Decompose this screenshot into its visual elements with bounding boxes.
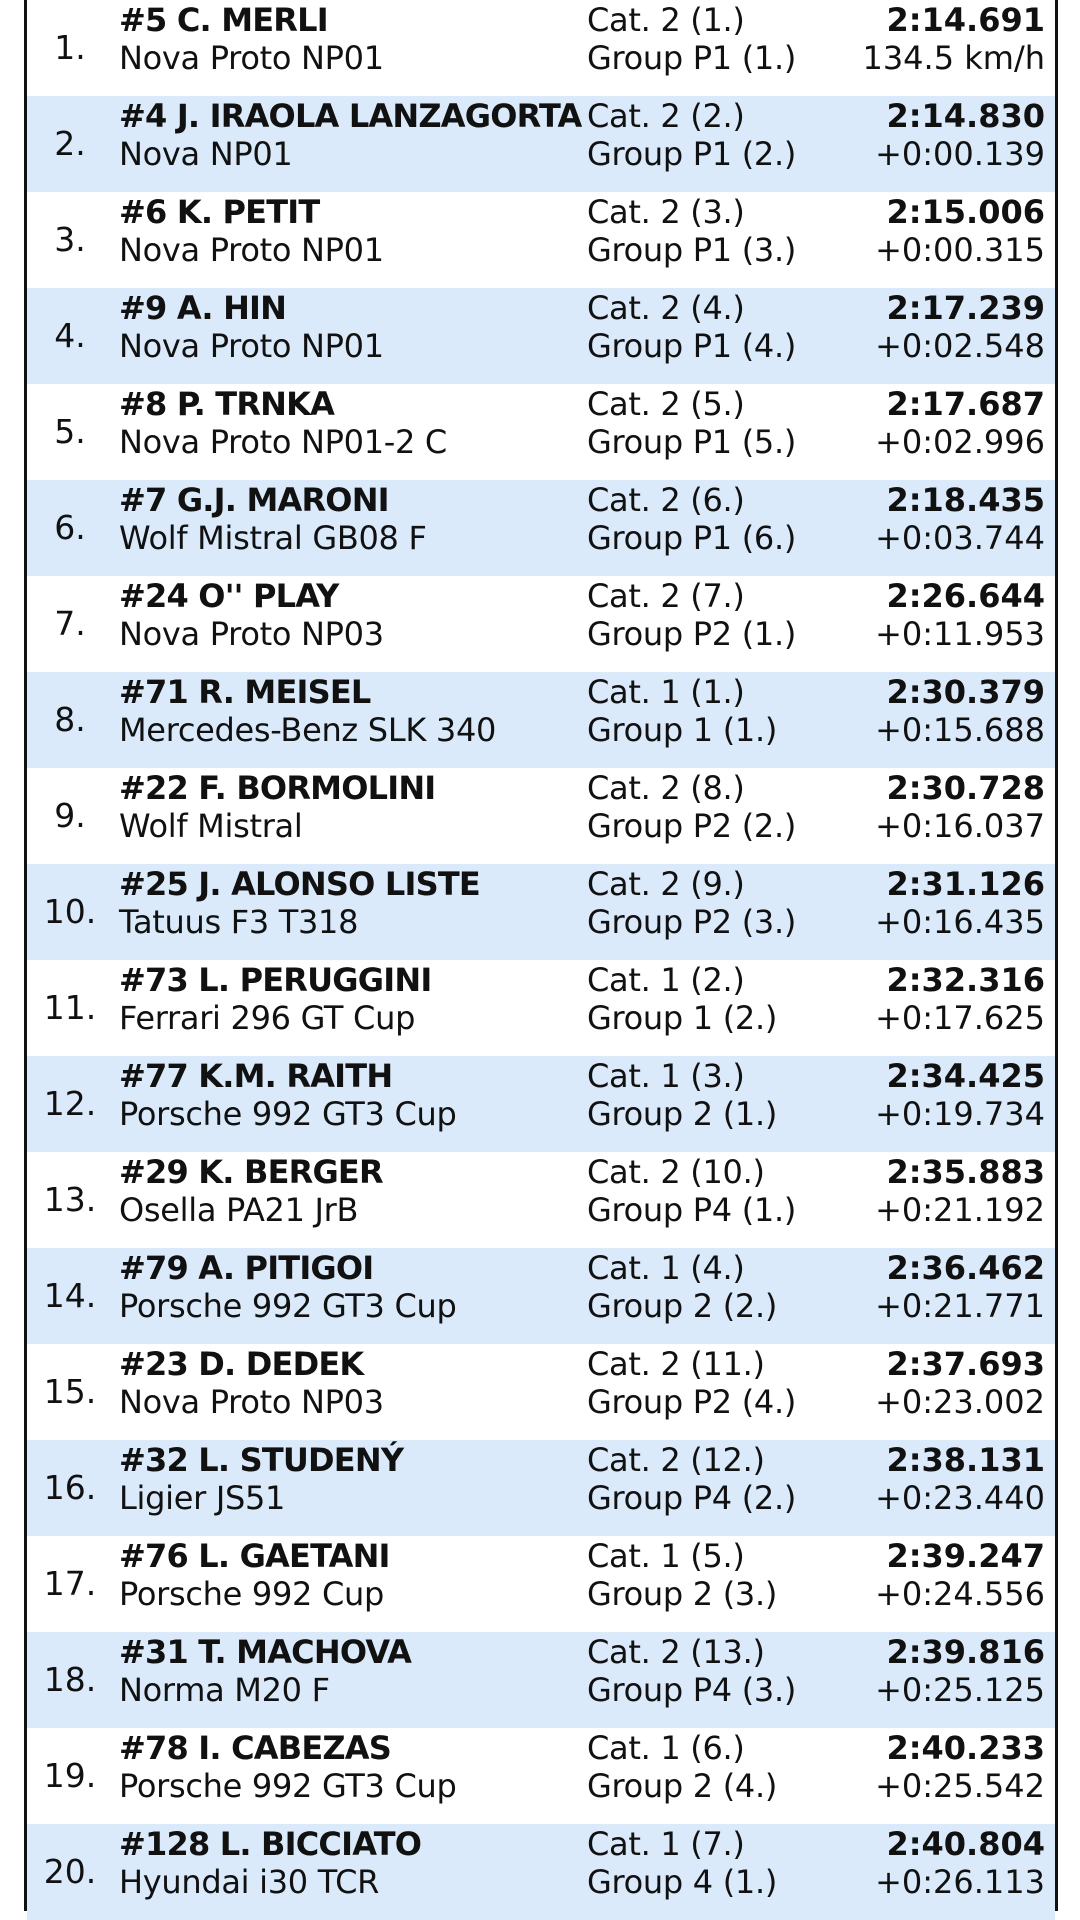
time-gap: +0:21.192 [875, 1191, 1045, 1229]
result-row [27, 1056, 1055, 1152]
result-row [27, 1728, 1055, 1824]
lap-time: 2:26.644 [886, 577, 1045, 615]
category-rank: Cat. 2 (9.) [587, 865, 745, 903]
group-rank: Group 2 (4.) [587, 1767, 778, 1805]
category-rank: Cat. 1 (1.) [587, 673, 745, 711]
result-row [27, 1440, 1055, 1536]
driver-name: #25 J. ALONSO LISTE [119, 865, 480, 903]
time-gap: +0:11.953 [875, 615, 1045, 653]
result-row [27, 192, 1055, 288]
time-gap: +0:16.037 [875, 807, 1045, 845]
car-model: Porsche 992 GT3 Cup [119, 1095, 457, 1133]
group-rank: Group 1 (2.) [587, 999, 778, 1037]
category-rank: Cat. 1 (3.) [587, 1057, 745, 1095]
lap-time: 2:31.126 [886, 865, 1045, 903]
lap-time: 2:39.247 [886, 1537, 1045, 1575]
lap-time: 2:30.379 [886, 673, 1045, 711]
category-rank: Cat. 2 (10.) [587, 1153, 765, 1191]
driver-name: #71 R. MEISEL [119, 673, 371, 711]
group-rank: Group 1 (1.) [587, 711, 778, 749]
category-rank: Cat. 2 (8.) [587, 769, 745, 807]
car-model: Porsche 992 Cup [119, 1575, 384, 1613]
position-number: 13. [43, 1180, 97, 1219]
result-row [27, 288, 1055, 384]
driver-name: #79 A. PITIGOI [119, 1249, 374, 1287]
category-rank: Cat. 2 (6.) [587, 481, 745, 519]
driver-name: #4 J. IRAOLA LANZAGORTA [119, 97, 582, 135]
lap-time: 2:18.435 [886, 481, 1045, 519]
group-rank: Group P1 (1.) [587, 39, 797, 77]
car-model: Nova Proto NP01 [119, 327, 384, 365]
driver-name: #23 D. DEDEK [119, 1345, 364, 1383]
results-table [24, 0, 1058, 1911]
time-gap: +0:02.996 [875, 423, 1045, 461]
lap-time: 2:14.691 [886, 1, 1045, 39]
group-rank: Group P2 (1.) [587, 615, 797, 653]
result-row [27, 864, 1055, 960]
car-model: Ligier JS51 [119, 1479, 286, 1517]
result-row [27, 672, 1055, 768]
lap-time: 2:17.687 [886, 385, 1045, 423]
time-gap: +0:23.440 [875, 1479, 1045, 1517]
group-rank: Group 2 (1.) [587, 1095, 778, 1133]
time-gap: +0:19.734 [875, 1095, 1045, 1133]
category-rank: Cat. 1 (6.) [587, 1729, 745, 1767]
position-number: 15. [43, 1372, 97, 1411]
category-rank: Cat. 2 (4.) [587, 289, 745, 327]
group-rank: Group 4 (1.) [587, 1863, 778, 1901]
driver-name: #78 I. CABEZAS [119, 1729, 392, 1767]
result-row [27, 0, 1055, 96]
driver-name: #22 F. BORMOLINI [119, 769, 436, 807]
group-rank: Group 2 (2.) [587, 1287, 778, 1325]
group-rank: Group P4 (2.) [587, 1479, 797, 1517]
lap-time: 2:17.239 [886, 289, 1045, 327]
car-model: Nova Proto NP01-2 C [119, 423, 447, 461]
result-row [27, 576, 1055, 672]
position-number: 20. [43, 1852, 97, 1891]
driver-name: #73 L. PERUGGINI [119, 961, 432, 999]
lap-time: 2:38.131 [886, 1441, 1045, 1479]
group-rank: Group P2 (3.) [587, 903, 797, 941]
driver-name: #6 K. PETIT [119, 193, 320, 231]
time-gap: +0:23.002 [875, 1383, 1045, 1421]
driver-name: #5 C. MERLI [119, 1, 328, 39]
position-number: 14. [43, 1276, 97, 1315]
position-number: 18. [43, 1660, 97, 1699]
driver-name: #29 K. BERGER [119, 1153, 383, 1191]
result-row [27, 1536, 1055, 1632]
car-model: Norma M20 F [119, 1671, 330, 1709]
car-model: Nova Proto NP03 [119, 615, 384, 653]
driver-name: #32 L. STUDENÝ [119, 1441, 404, 1479]
result-row [27, 1632, 1055, 1728]
position-number: 8. [54, 700, 86, 739]
driver-name: #128 L. BICCIATO [119, 1825, 422, 1863]
car-model: Nova Proto NP01 [119, 39, 384, 77]
category-rank: Cat. 1 (4.) [587, 1249, 745, 1287]
category-rank: Cat. 2 (1.) [587, 1, 745, 39]
group-rank: Group P2 (4.) [587, 1383, 797, 1421]
category-rank: Cat. 2 (3.) [587, 193, 745, 231]
time-gap: +0:21.771 [875, 1287, 1045, 1325]
group-rank: Group P1 (6.) [587, 519, 797, 557]
position-number: 2. [54, 124, 86, 163]
car-model: Nova Proto NP01 [119, 231, 384, 269]
car-model: Porsche 992 GT3 Cup [119, 1767, 457, 1805]
position-number: 4. [54, 316, 86, 355]
time-gap: +0:03.744 [875, 519, 1045, 557]
category-rank: Cat. 2 (5.) [587, 385, 745, 423]
car-model: Wolf Mistral [119, 807, 303, 845]
group-rank: Group P1 (4.) [587, 327, 797, 365]
car-model: Porsche 992 GT3 Cup [119, 1287, 457, 1325]
group-rank: Group P1 (2.) [587, 135, 797, 173]
time-gap: +0:02.548 [875, 327, 1045, 365]
time-gap: +0:17.625 [875, 999, 1045, 1037]
group-rank: Group P4 (1.) [587, 1191, 797, 1229]
car-model: Tatuus F3 T318 [119, 903, 359, 941]
time-gap: +0:26.113 [875, 1863, 1045, 1901]
lap-time: 2:39.816 [886, 1633, 1045, 1671]
result-row [27, 96, 1055, 192]
time-gap: +0:16.435 [875, 903, 1045, 941]
group-rank: Group 2 (3.) [587, 1575, 778, 1613]
result-row [27, 384, 1055, 480]
lap-time: 2:14.830 [886, 97, 1045, 135]
result-row [27, 960, 1055, 1056]
category-rank: Cat. 2 (2.) [587, 97, 745, 135]
result-row [27, 1152, 1055, 1248]
lap-time: 2:35.883 [886, 1153, 1045, 1191]
driver-name: #24 O'' PLAY [119, 577, 339, 615]
result-row [27, 480, 1055, 576]
lap-time: 2:36.462 [886, 1249, 1045, 1287]
lap-time: 2:32.316 [886, 961, 1045, 999]
lap-time: 2:37.693 [886, 1345, 1045, 1383]
result-row [27, 1248, 1055, 1344]
driver-name: #77 K.M. RAITH [119, 1057, 393, 1095]
time-gap: +0:00.139 [875, 135, 1045, 173]
group-rank: Group P4 (3.) [587, 1671, 797, 1709]
car-model: Osella PA21 JrB [119, 1191, 359, 1229]
result-row [27, 768, 1055, 864]
time-gap: 134.5 km/h [862, 39, 1045, 77]
category-rank: Cat. 2 (7.) [587, 577, 745, 615]
position-number: 1. [54, 28, 86, 67]
car-model: Ferrari 296 GT Cup [119, 999, 416, 1037]
lap-time: 2:34.425 [886, 1057, 1045, 1095]
category-rank: Cat. 2 (13.) [587, 1633, 765, 1671]
group-rank: Group P1 (3.) [587, 231, 797, 269]
lap-time: 2:40.233 [886, 1729, 1045, 1767]
result-row [27, 1344, 1055, 1440]
time-gap: +0:25.542 [875, 1767, 1045, 1805]
time-gap: +0:15.688 [875, 711, 1045, 749]
group-rank: Group P2 (2.) [587, 807, 797, 845]
position-number: 19. [43, 1756, 97, 1795]
category-rank: Cat. 1 (5.) [587, 1537, 745, 1575]
position-number: 17. [43, 1564, 97, 1603]
position-number: 6. [54, 508, 86, 547]
lap-time: 2:40.804 [886, 1825, 1045, 1863]
time-gap: +0:24.556 [875, 1575, 1045, 1613]
result-row [27, 1824, 1055, 1920]
car-model: Nova NP01 [119, 135, 293, 173]
car-model: Hyundai i30 TCR [119, 1863, 380, 1901]
category-rank: Cat. 1 (2.) [587, 961, 745, 999]
position-number: 12. [43, 1084, 97, 1123]
position-number: 10. [43, 892, 97, 931]
time-gap: +0:25.125 [875, 1671, 1045, 1709]
position-number: 9. [54, 796, 86, 835]
driver-name: #31 T. MACHOVA [119, 1633, 412, 1671]
driver-name: #76 L. GAETANI [119, 1537, 390, 1575]
category-rank: Cat. 2 (11.) [587, 1345, 765, 1383]
car-model: Wolf Mistral GB08 F [119, 519, 427, 557]
position-number: 7. [54, 604, 86, 643]
car-model: Mercedes-Benz SLK 340 [119, 711, 497, 749]
lap-time: 2:15.006 [886, 193, 1045, 231]
category-rank: Cat. 1 (7.) [587, 1825, 745, 1863]
driver-name: #7 G.J. MARONI [119, 481, 389, 519]
position-number: 3. [54, 220, 86, 259]
position-number: 16. [43, 1468, 97, 1507]
driver-name: #9 A. HIN [119, 289, 287, 327]
position-number: 5. [54, 412, 86, 451]
car-model: Nova Proto NP03 [119, 1383, 384, 1421]
lap-time: 2:30.728 [886, 769, 1045, 807]
group-rank: Group P1 (5.) [587, 423, 797, 461]
time-gap: +0:00.315 [875, 231, 1045, 269]
driver-name: #8 P. TRNKA [119, 385, 335, 423]
position-number: 11. [43, 988, 97, 1027]
category-rank: Cat. 2 (12.) [587, 1441, 765, 1479]
